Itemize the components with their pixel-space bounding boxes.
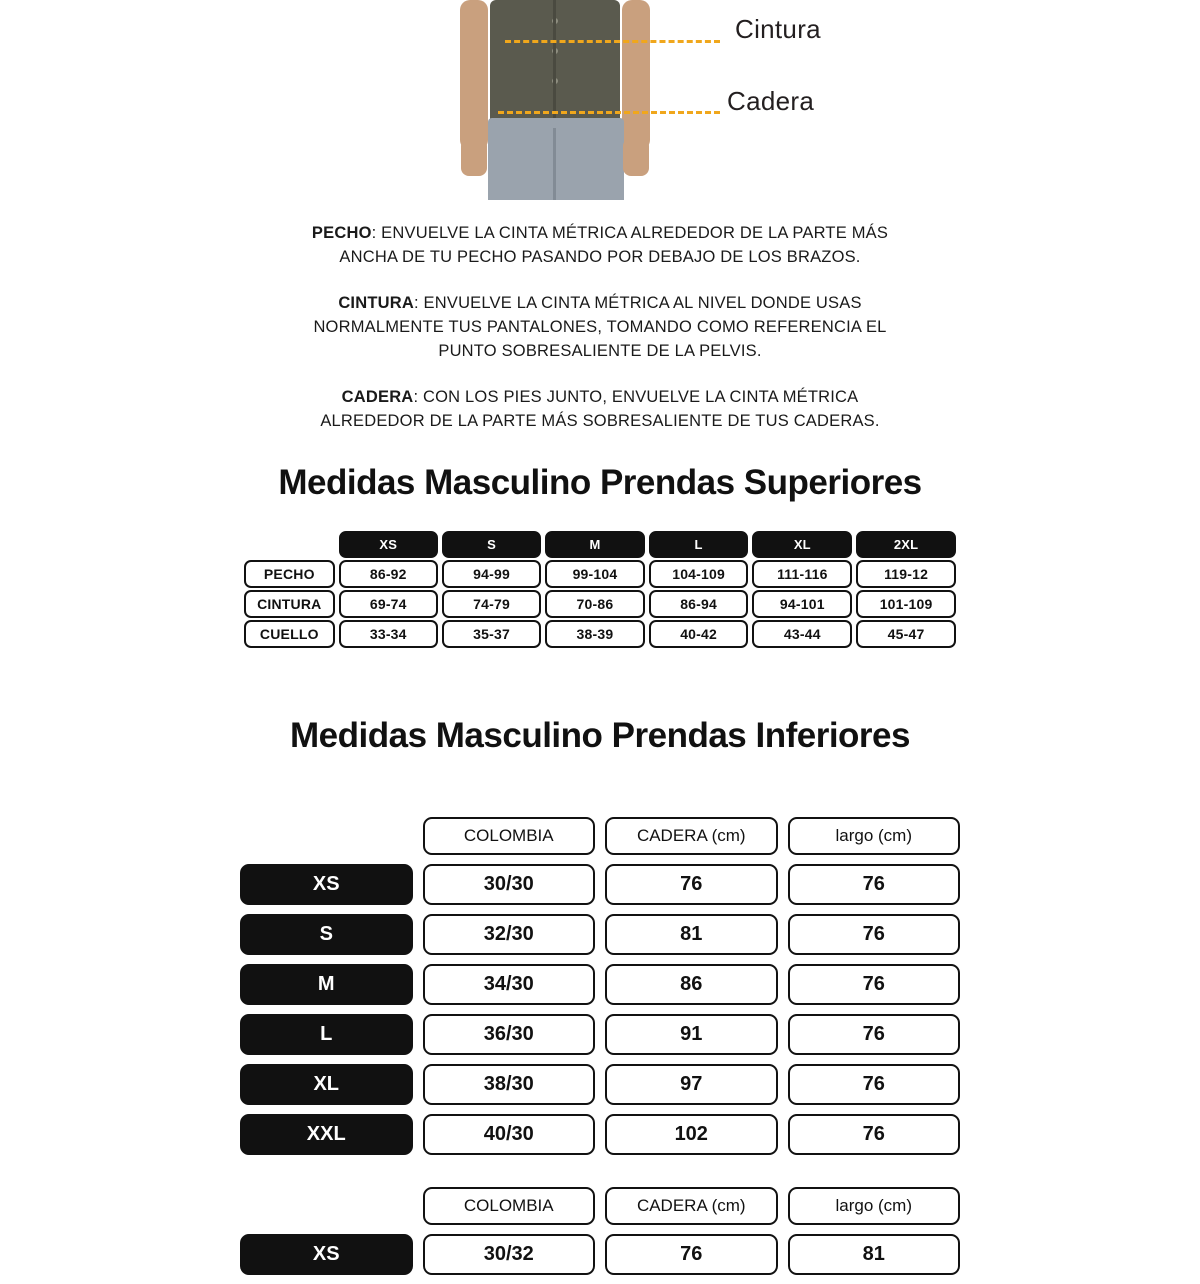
cell-m-largo: 76 — [788, 964, 961, 1005]
header-corner-cell-b — [240, 1187, 413, 1225]
upper-size-s: S — [442, 531, 541, 558]
header-cadera-b: CADERA (cm) — [605, 1187, 778, 1225]
table-row — [240, 864, 960, 905]
cell-cintura-s: 74-79 — [442, 590, 541, 618]
cell-cuello-2xl: 45-47 — [856, 620, 956, 648]
cell-cintura-xs: 69-74 — [339, 590, 438, 618]
table-row — [240, 1014, 960, 1055]
cell-cuello-l: 40-42 — [649, 620, 749, 648]
lower-size-s: S — [240, 914, 413, 955]
table-row — [244, 590, 956, 618]
model-left-arm — [460, 0, 488, 150]
cell-cintura-2xl: 101-109 — [856, 590, 956, 618]
cell-xl-largo: 76 — [788, 1064, 961, 1105]
cell-b-xs-colombia: 30/32 — [423, 1234, 596, 1275]
lower-measurements-table-a — [230, 808, 970, 1284]
measurement-photo — [0, 0, 1200, 200]
hip-guide-line — [498, 111, 720, 114]
instructions-block — [310, 222, 890, 433]
header-cadera: CADERA (cm) — [605, 817, 778, 855]
lower-section-title: Medidas Masculino Prendas Inferiores — [290, 716, 910, 756]
model-jeans — [488, 118, 624, 200]
header-colombia-b: COLOMBIA — [423, 1187, 596, 1225]
table-header-row — [240, 817, 960, 855]
lower-size-m: M — [240, 964, 413, 1005]
hip-label: Cadera — [727, 86, 815, 116]
row-label-pecho: PECHO — [244, 560, 335, 588]
cell-l-colombia: 36/30 — [423, 1014, 596, 1055]
cell-xxl-colombia: 40/30 — [423, 1114, 596, 1155]
instruction-cadera-text: : CON LOS PIES JUNTO, ENVUELVE LA CINTA MÉTRICA ALREDEDOR DE LA PARTE MÁS SOBRESALIENTE DE TUS CADERAS. — [320, 387, 880, 430]
table-row — [240, 964, 960, 1005]
table-header-row — [244, 531, 956, 558]
instruction-pecho-text: : ENVUELVE LA CINTA MÉTRICA ALREDEDOR DE LA PARTE MÁS ANCHA DE TU PECHO PASANDO POR DEBAJO DE LOS BRAZOS. — [339, 224, 889, 266]
table-row — [244, 560, 956, 588]
waist-guide-line — [505, 40, 720, 43]
cell-xxl-largo: 76 — [788, 1114, 961, 1155]
cell-pecho-xl: 111-116 — [752, 560, 852, 588]
cell-cuello-m: 38-39 — [545, 620, 644, 648]
header-largo: largo (cm) — [788, 817, 961, 855]
lower-b-size-xs: XS — [240, 1234, 413, 1275]
upper-size-m: M — [545, 531, 644, 558]
cell-cuello-xs: 33-34 — [339, 620, 438, 648]
model-right-hand — [623, 138, 649, 176]
lower-size-xxl: XXL — [240, 1114, 413, 1155]
header-corner-cell — [240, 817, 413, 855]
cell-cintura-xl: 94-101 — [752, 590, 852, 618]
upper-size-xs: XS — [339, 531, 438, 558]
instruction-cintura-text: : ENVUELVE LA CINTA MÉTRICA AL NIVEL DONDE USAS NORMALMENTE TUS PANTALONES, TOMANDO COMO REFERENCIA EL PUNTO SOBRESALIENTE DE LA PELVIS. — [313, 293, 887, 360]
instruction-cintura-term: CINTURA — [338, 293, 414, 312]
lower-size-xl: XL — [240, 1064, 413, 1105]
cell-b-xs-largo: 81 — [788, 1234, 961, 1275]
cell-pecho-l: 104-109 — [649, 560, 749, 588]
instruction-pecho — [310, 222, 890, 270]
upper-section-title: Medidas Masculino Prendas Superiores — [278, 463, 922, 503]
shirt-button-icon — [552, 78, 558, 84]
upper-size-l: L — [649, 531, 749, 558]
cell-l-largo: 76 — [788, 1014, 961, 1055]
model-left-hand — [461, 138, 487, 176]
cell-xl-cadera: 97 — [605, 1064, 778, 1105]
upper-measurements-table — [240, 529, 960, 650]
table-row — [240, 1114, 960, 1155]
lower-size-l: L — [240, 1014, 413, 1055]
cell-cuello-xl: 43-44 — [752, 620, 852, 648]
cell-cintura-m: 70-86 — [545, 590, 644, 618]
cell-xs-colombia: 30/30 — [423, 864, 596, 905]
table-header-row — [240, 1187, 960, 1225]
shirt-button-icon — [552, 48, 558, 54]
instruction-cadera — [310, 386, 890, 434]
upper-size-2xl: 2XL — [856, 531, 956, 558]
cell-s-largo: 76 — [788, 914, 961, 955]
cell-m-colombia: 34/30 — [423, 964, 596, 1005]
table-row — [240, 914, 960, 955]
cell-pecho-s: 94-99 — [442, 560, 541, 588]
header-largo-b: largo (cm) — [788, 1187, 961, 1225]
instruction-cintura — [310, 292, 890, 364]
cell-l-cadera: 91 — [605, 1014, 778, 1055]
cell-s-colombia: 32/30 — [423, 914, 596, 955]
table-row — [244, 620, 956, 648]
lower-size-xs: XS — [240, 864, 413, 905]
model-right-arm — [622, 0, 650, 150]
cell-xs-largo: 76 — [788, 864, 961, 905]
waist-label: Cintura — [735, 14, 821, 44]
instruction-cadera-term: CADERA — [341, 387, 414, 406]
cell-pecho-2xl: 119-12 — [856, 560, 956, 588]
table-row — [240, 1234, 960, 1275]
model-shirt — [490, 0, 620, 120]
table-row — [240, 1064, 960, 1105]
header-corner-cell — [244, 531, 335, 558]
shirt-button-icon — [552, 18, 558, 24]
cell-xl-colombia: 38/30 — [423, 1064, 596, 1105]
model-figure — [440, 0, 670, 200]
cell-pecho-m: 99-104 — [545, 560, 644, 588]
cell-cuello-s: 35-37 — [442, 620, 541, 648]
cell-m-cadera: 86 — [605, 964, 778, 1005]
cell-s-cadera: 81 — [605, 914, 778, 955]
table-spacer-row — [240, 1164, 960, 1178]
upper-size-xl: XL — [752, 531, 852, 558]
header-colombia: COLOMBIA — [423, 817, 596, 855]
row-label-cuello: CUELLO — [244, 620, 335, 648]
cell-xxl-cadera: 102 — [605, 1114, 778, 1155]
cell-xs-cadera: 76 — [605, 864, 778, 905]
cell-b-xs-cadera: 76 — [605, 1234, 778, 1275]
instruction-pecho-term: PECHO — [311, 224, 372, 242]
cell-cintura-l: 86-94 — [649, 590, 749, 618]
cell-pecho-xs: 86-92 — [339, 560, 438, 588]
row-label-cintura: CINTURA — [244, 590, 335, 618]
